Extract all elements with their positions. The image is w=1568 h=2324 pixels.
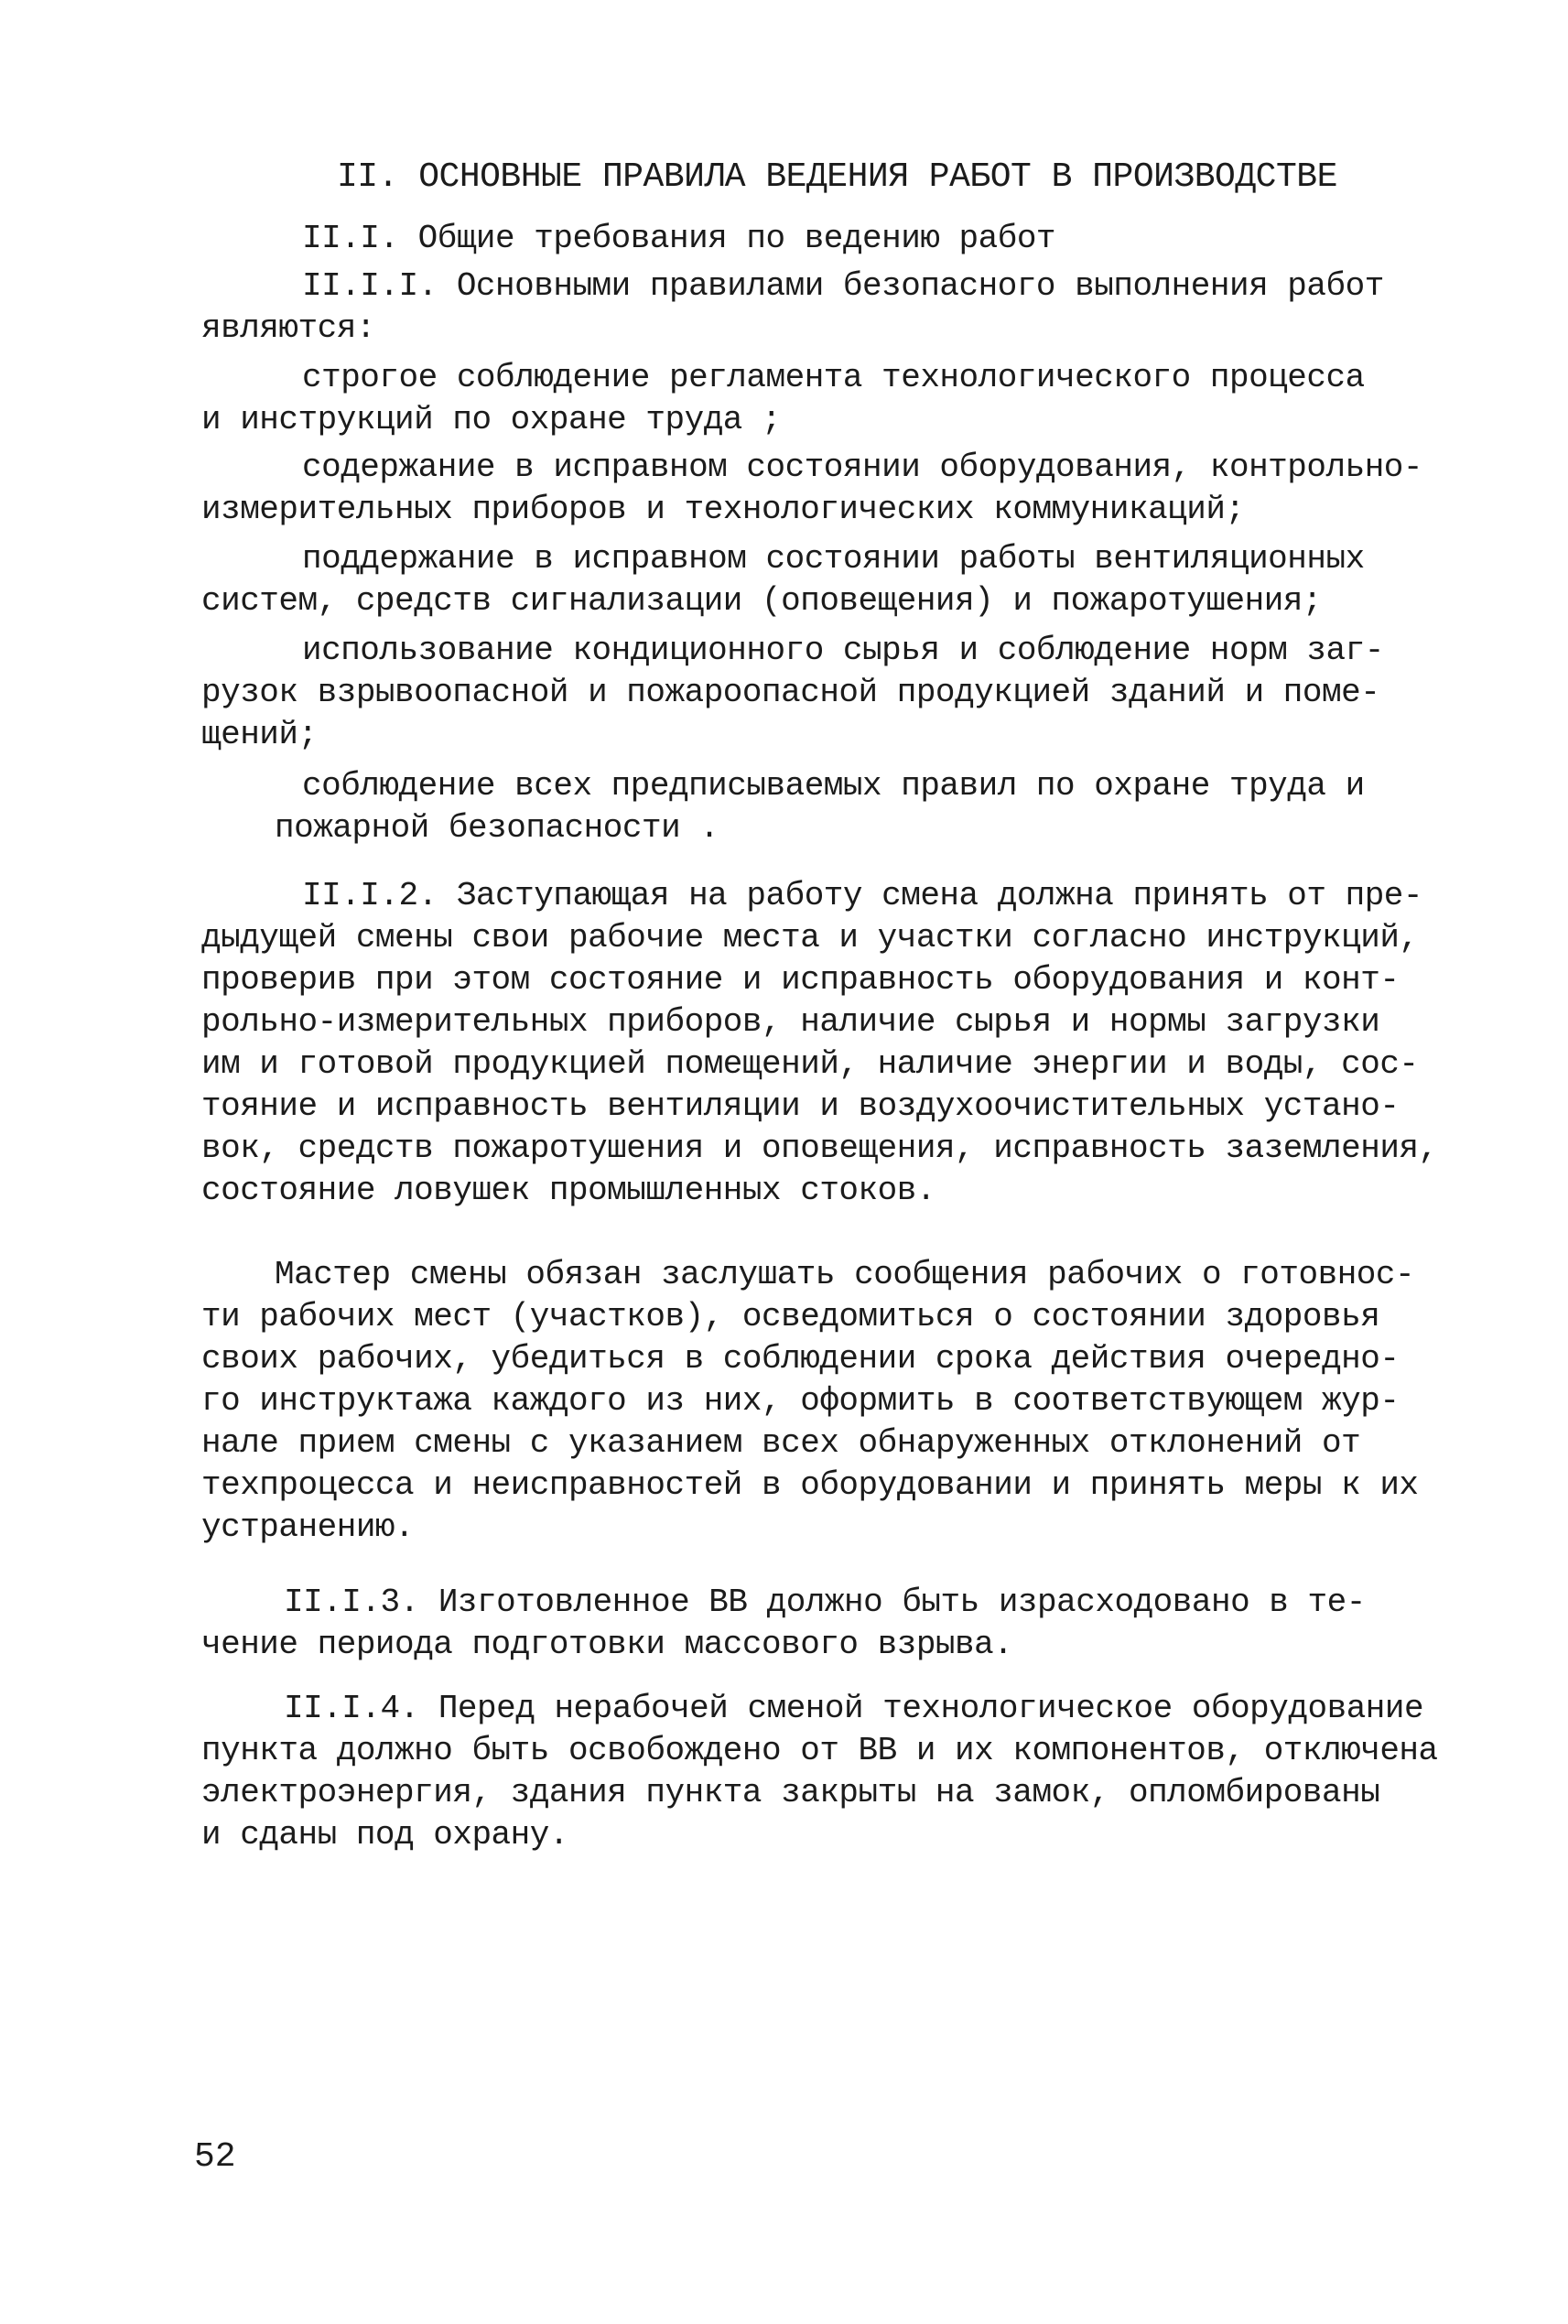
paragraph-5-line-3: щений;: [201, 716, 318, 753]
paragraph-5-line-1: использование кондиционного сырья и соблюдение норм заг-: [302, 632, 1384, 669]
paragraph-7-line-4: рольно-измерительных приборов, наличие сырья и нормы загрузки: [201, 1003, 1380, 1041]
paragraph-8-line-2: ти рабочих мест (участков), осведомиться о состоянии здоровья: [201, 1298, 1380, 1335]
paragraph-6-line-1: соблюдение всех предписываемых правил по охране труда и: [302, 767, 1365, 805]
paragraph-8-line-3: своих рабочих, убедиться в соблюдении срока действия очередно-: [201, 1340, 1400, 1378]
paragraph-7-line-2: дыдущей смены свои рабочие места и участки согласно инструкций,: [201, 919, 1419, 957]
paragraph-7-line-3: проверив при этом состояние и исправность оборудования и конт-: [201, 961, 1400, 999]
page-number: 52: [194, 2137, 236, 2177]
subsection-heading: II.I. Общие требования по ведению работ: [302, 220, 1056, 257]
paragraph-9-line-1: II.I.3. Изготовленное ВВ должно быть израсходовано в те-: [284, 1584, 1366, 1621]
paragraph-10-line-3: электроэнергия, здания пункта закрыты на замок, опломбированы: [201, 1774, 1380, 1811]
paragraph-9-line-2: чение периода подготовки массового взрыва.: [201, 1626, 1013, 1663]
paragraph-1-line-1: II.I.I. Основными правилами безопасного выполнения работ: [302, 267, 1384, 305]
paragraph-10-line-4: и сданы под охрану.: [201, 1816, 568, 1854]
paragraph-7-line-7: вок, средств пожаротушения и оповещения, исправность заземления,: [201, 1130, 1438, 1167]
paragraph-4-line-2: систем, средств сигнализации (оповещения) и пожаротушения;: [201, 582, 1323, 620]
paragraph-1-line-2: являются:: [201, 309, 375, 347]
paragraph-7-line-8: состояние ловушек промышленных стоков.: [201, 1172, 935, 1209]
paragraph-8-line-5: нале прием смены с указанием всех обнаруженных отклонений от: [201, 1424, 1361, 1462]
paragraph-10-line-1: II.I.4. Перед нерабочей сменой технологическое оборудование: [284, 1690, 1424, 1727]
paragraph-8-line-7: устранению.: [201, 1508, 415, 1546]
section-heading: II. ОСНОВНЫЕ ПРАВИЛА ВЕДЕНИЯ РАБОТ В ПРОИЗВОДСТВЕ: [337, 157, 1337, 197]
paragraph-3-line-2: измерительных приборов и технологических коммуникаций;: [201, 491, 1245, 528]
paragraph-8-line-4: го инструктажа каждого из них, оформить в соответствующем жур-: [201, 1382, 1400, 1420]
paragraph-2-line-2: и инструкций по охране труда ;: [201, 401, 782, 438]
paragraph-8-line-1: Мастер смены обязан заслушать сообщения рабочих о готовнос-: [275, 1256, 1415, 1293]
paragraph-4-line-1: поддержание в исправном состоянии работы вентиляционных: [302, 540, 1365, 578]
paragraph-7-line-6: тояние и исправность вентиляции и воздухоочистительных устано-: [201, 1087, 1400, 1125]
paragraph-7-line-5: им и готовой продукцией помещений, наличие энергии и воды, сос-: [201, 1045, 1419, 1083]
paragraph-2-line-1: строгое соблюдение регламента технологического процесса: [302, 359, 1365, 396]
paragraph-8-line-6: техпроцесса и неисправностей в оборудовании и принять меры к их: [201, 1466, 1419, 1504]
paragraph-7-line-1: II.I.2. Заступающая на работу смена должна принять от пре-: [302, 877, 1423, 914]
paragraph-10-line-2: пункта должно быть освобождено от ВВ и их компонентов, отключена: [201, 1732, 1438, 1769]
paragraph-3-line-1: содержание в исправном состоянии оборудования, контрольно-: [302, 449, 1423, 486]
paragraph-6-line-2: пожарной безопасности .: [275, 809, 719, 847]
paragraph-5-line-2: рузок взрывоопасной и пожароопасной продукцией зданий и поме-: [201, 674, 1380, 711]
